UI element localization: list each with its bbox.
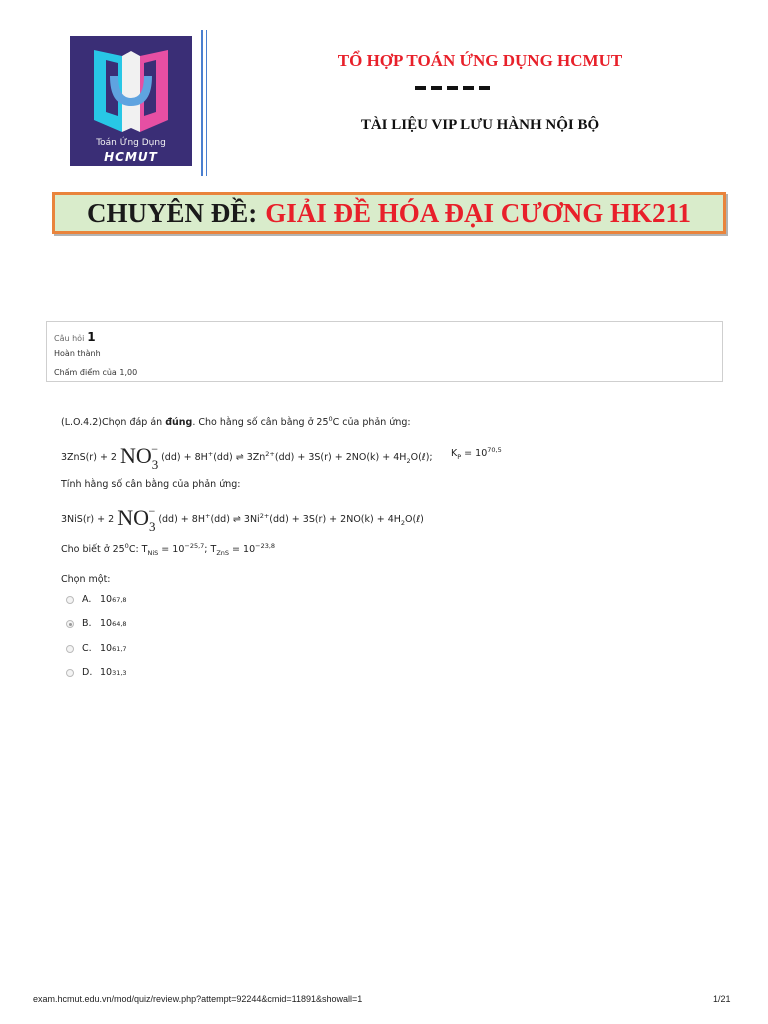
kp-sub: P xyxy=(457,453,462,462)
question-intro xyxy=(61,415,411,428)
answer-option-c[interactable] xyxy=(66,643,127,654)
question-grade: Chấm điểm của 1,00 xyxy=(54,368,138,377)
eq1-zn-charge: 2+ xyxy=(265,449,275,458)
option-exponent: 31,3 xyxy=(112,668,127,677)
eq1-right: (dd) + 3S(r) + 2NO(k) + 4H xyxy=(274,452,407,463)
question-number-line xyxy=(54,330,96,344)
nitrate-charge: − xyxy=(151,442,159,456)
question-ask: Tính hằng số cân bằng của phản ứng: xyxy=(61,479,241,490)
eq1-mid2: (dd) ⇌ 3Zn xyxy=(213,452,266,463)
logo-label-line2: HCMUT xyxy=(104,150,158,164)
eq1-left: 3ZnS(r) + 2 xyxy=(61,452,117,463)
option-exponent: 67,8 xyxy=(112,595,127,604)
footer-url: exam.hcmut.edu.vn/mod/quiz/review.php?attempt=92244&cmid=11891&showall=1 xyxy=(33,994,363,1004)
question-info-box xyxy=(46,321,723,382)
hcmut-logo xyxy=(70,36,192,166)
option-letter: D. xyxy=(82,667,93,678)
radio-button-d[interactable] xyxy=(66,669,74,677)
option-base: 10 xyxy=(100,667,113,678)
reaction-equation-1 xyxy=(61,440,433,472)
equilibrium-constant xyxy=(451,446,502,461)
given-sep: ; T xyxy=(204,544,217,556)
eq1-h2o-rest: O(ℓ); xyxy=(410,452,433,463)
option-base: 10 xyxy=(100,618,113,629)
question-label: Câu hỏi xyxy=(54,334,85,343)
banner-prefix: CHUYÊN ĐỀ: xyxy=(86,197,258,228)
given-a: Cho biết ở 25 xyxy=(61,544,125,556)
banner-title: GIẢI ĐỀ HÓA ĐẠI CƯƠNG HK211 xyxy=(265,197,692,228)
eq2-h2o-rest: O(ℓ) xyxy=(405,514,424,525)
intro-rest-a: . Cho hằng số cân bằng ở 25 xyxy=(192,417,329,429)
eq2-mid: (dd) + 8H xyxy=(158,514,205,525)
header-divider-thin xyxy=(206,30,207,176)
topic-banner xyxy=(52,192,726,234)
given-degree: 0 xyxy=(124,542,129,550)
answer-option-a[interactable] xyxy=(66,594,127,605)
option-base: 10 xyxy=(100,643,113,654)
eq2-h-charge: + xyxy=(204,511,211,520)
option-base: 10 xyxy=(100,594,113,605)
given-exp1: −25,7 xyxy=(184,542,205,550)
given-eq1: = 10 xyxy=(158,544,185,556)
eq2-right: (dd) + 3S(r) + 2NO(k) + 4H xyxy=(269,514,401,525)
given-eq2: = 10 xyxy=(229,544,256,556)
option-letter: B. xyxy=(82,618,92,629)
eq2-mid2: (dd) ⇌ 3Ni xyxy=(210,514,260,525)
eq2-h2o-sub: 2 xyxy=(400,518,406,527)
eq1-h2o-sub: 2 xyxy=(406,456,411,465)
given-b: C: T xyxy=(128,544,148,556)
nitrate-ion xyxy=(117,504,156,534)
given-data xyxy=(61,542,275,557)
answer-option-d[interactable] xyxy=(66,667,127,678)
dashed-separator xyxy=(415,86,493,90)
reaction-equation-2 xyxy=(61,502,424,534)
option-letter: C. xyxy=(82,643,92,654)
given-nis: NiS xyxy=(147,549,159,558)
kp-label: K xyxy=(451,448,458,460)
eq2-ni-charge: 2+ xyxy=(259,511,270,520)
org-title: TỔ HỢP TOÁN ỨNG DỤNG HCMUT xyxy=(337,51,623,70)
nitrate-main: NO xyxy=(120,443,152,468)
logo-label-line1: Toán Ứng Dụng xyxy=(96,138,166,148)
answer-option-b[interactable] xyxy=(66,618,127,629)
kp-exp: 70,5 xyxy=(487,446,502,454)
document-note: TÀI LIỆU VIP LƯU HÀNH NỘI BỘ xyxy=(360,117,600,133)
intro-code: (L.O.4.2)Chọn đáp án xyxy=(61,417,166,429)
given-exp2: −23,8 xyxy=(255,542,276,550)
page-number: 1/21 xyxy=(713,994,731,1004)
question-number: 1 xyxy=(87,330,96,344)
nitrate-ion xyxy=(120,442,159,472)
question-status: Hoàn thành xyxy=(54,349,101,358)
eq2-left: 3NiS(r) + 2 xyxy=(61,514,115,525)
header-divider xyxy=(201,30,203,176)
option-exponent: 61,7 xyxy=(112,644,127,653)
intro-degree: 0 xyxy=(328,415,333,423)
radio-button-c[interactable] xyxy=(66,645,74,653)
choose-one-label: Chọn một: xyxy=(61,574,111,585)
eq1-mid: (dd) + 8H xyxy=(161,452,208,463)
option-letter: A. xyxy=(82,594,92,605)
intro-bold: đúng xyxy=(165,417,193,429)
nitrate-sub: 3 xyxy=(149,519,156,534)
eq1-h-charge: + xyxy=(207,449,214,458)
kp-eq: = 10 xyxy=(461,448,488,460)
nitrate-main: NO xyxy=(117,505,149,530)
nitrate-sub: 3 xyxy=(151,457,159,472)
given-zns: ZnS xyxy=(216,549,230,558)
radio-button-a[interactable] xyxy=(66,596,74,604)
radio-button-b[interactable] xyxy=(66,620,74,628)
nitrate-charge: − xyxy=(148,504,156,518)
intro-rest-b: C của phản ứng: xyxy=(332,417,411,429)
option-exponent: 64,8 xyxy=(112,619,127,628)
